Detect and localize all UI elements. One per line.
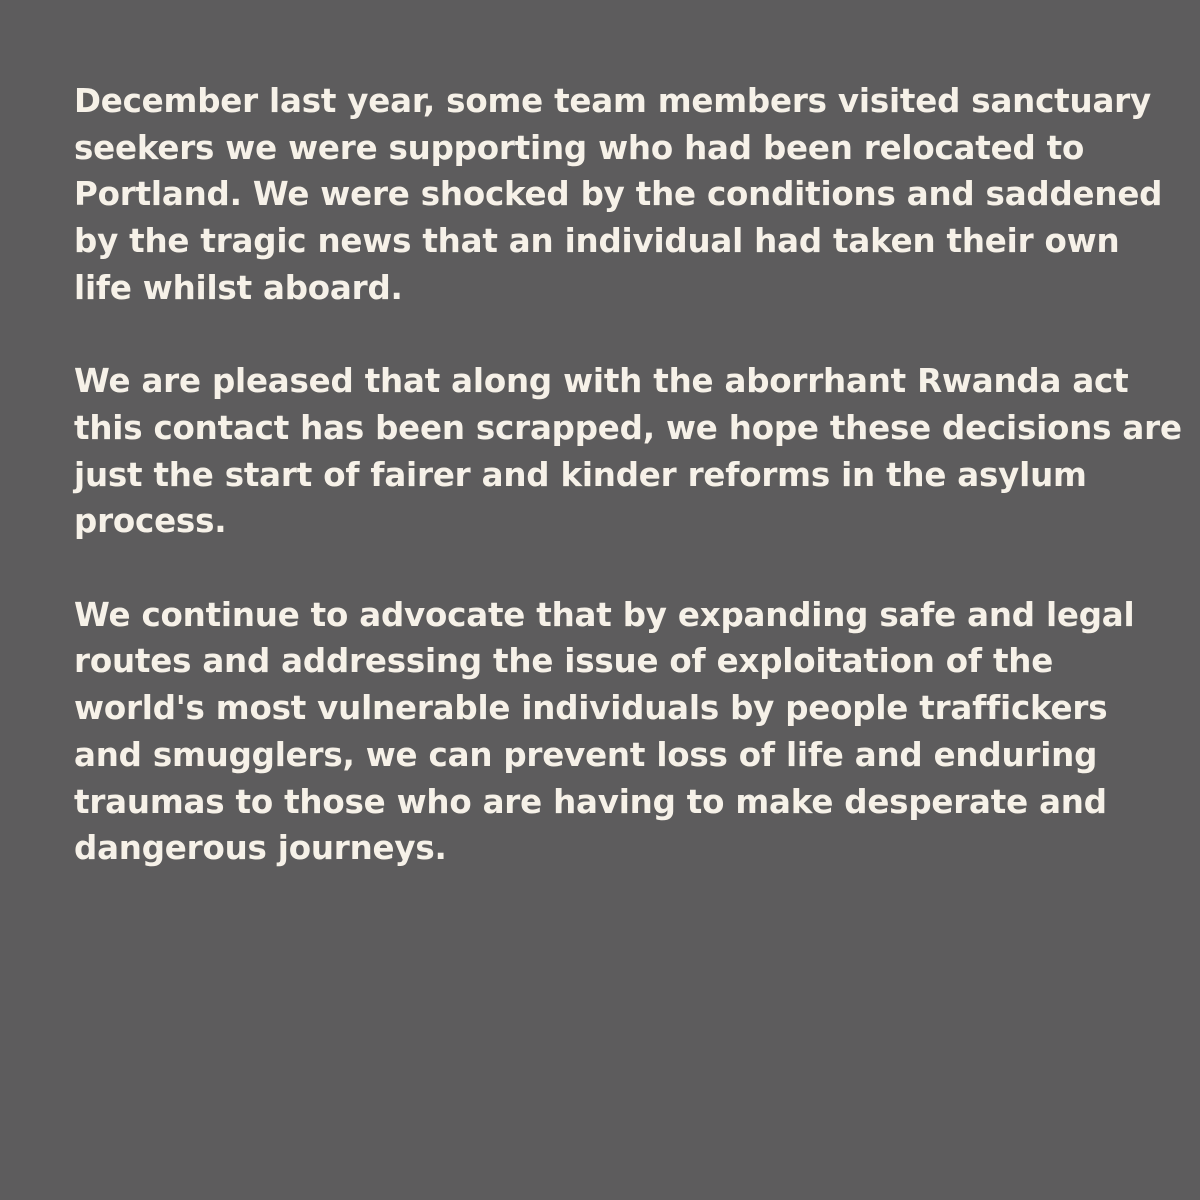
text-line: Portland. We were shocked by the conditions and saddened <box>74 175 1163 214</box>
statement-text-block <box>74 78 1182 872</box>
text-line: world's most vulnerable individuals by people traffickers <box>74 689 1108 728</box>
text-line: dangerous journeys. <box>74 829 447 868</box>
paragraph-contract-scrapped <box>74 358 1182 545</box>
text-line: routes and addressing the issue of exploitation of the <box>74 642 1054 681</box>
text-line: process. <box>74 502 227 541</box>
paragraph-portland-visit <box>74 78 1174 312</box>
text-line: traumas to those who are having to make desperate and <box>74 782 1107 821</box>
paragraph-advocacy <box>74 592 1174 872</box>
text-line: life whilst aboard. <box>74 268 403 307</box>
text-line: We continue to advocate that by expanding safe and legal <box>74 595 1135 634</box>
paragraph-spacer <box>74 545 1174 592</box>
text-line: We are pleased that along with the aborrhant Rwanda act <box>74 362 1129 401</box>
text-line: just the start of fairer and kinder reforms in the asylum <box>74 455 1087 494</box>
text-line: this contact has been scrapped, we hope these decisions are <box>74 408 1182 447</box>
paragraph-spacer <box>74 312 1174 359</box>
text-line: December last year, some team members visited sanctuary <box>74 82 1151 120</box>
text-line: by the tragic news that an individual had taken their own <box>74 222 1120 261</box>
text-line: and smugglers, we can prevent loss of life and enduring <box>74 735 1098 774</box>
text-line: seekers we were supporting who had been relocated to <box>74 128 1085 167</box>
